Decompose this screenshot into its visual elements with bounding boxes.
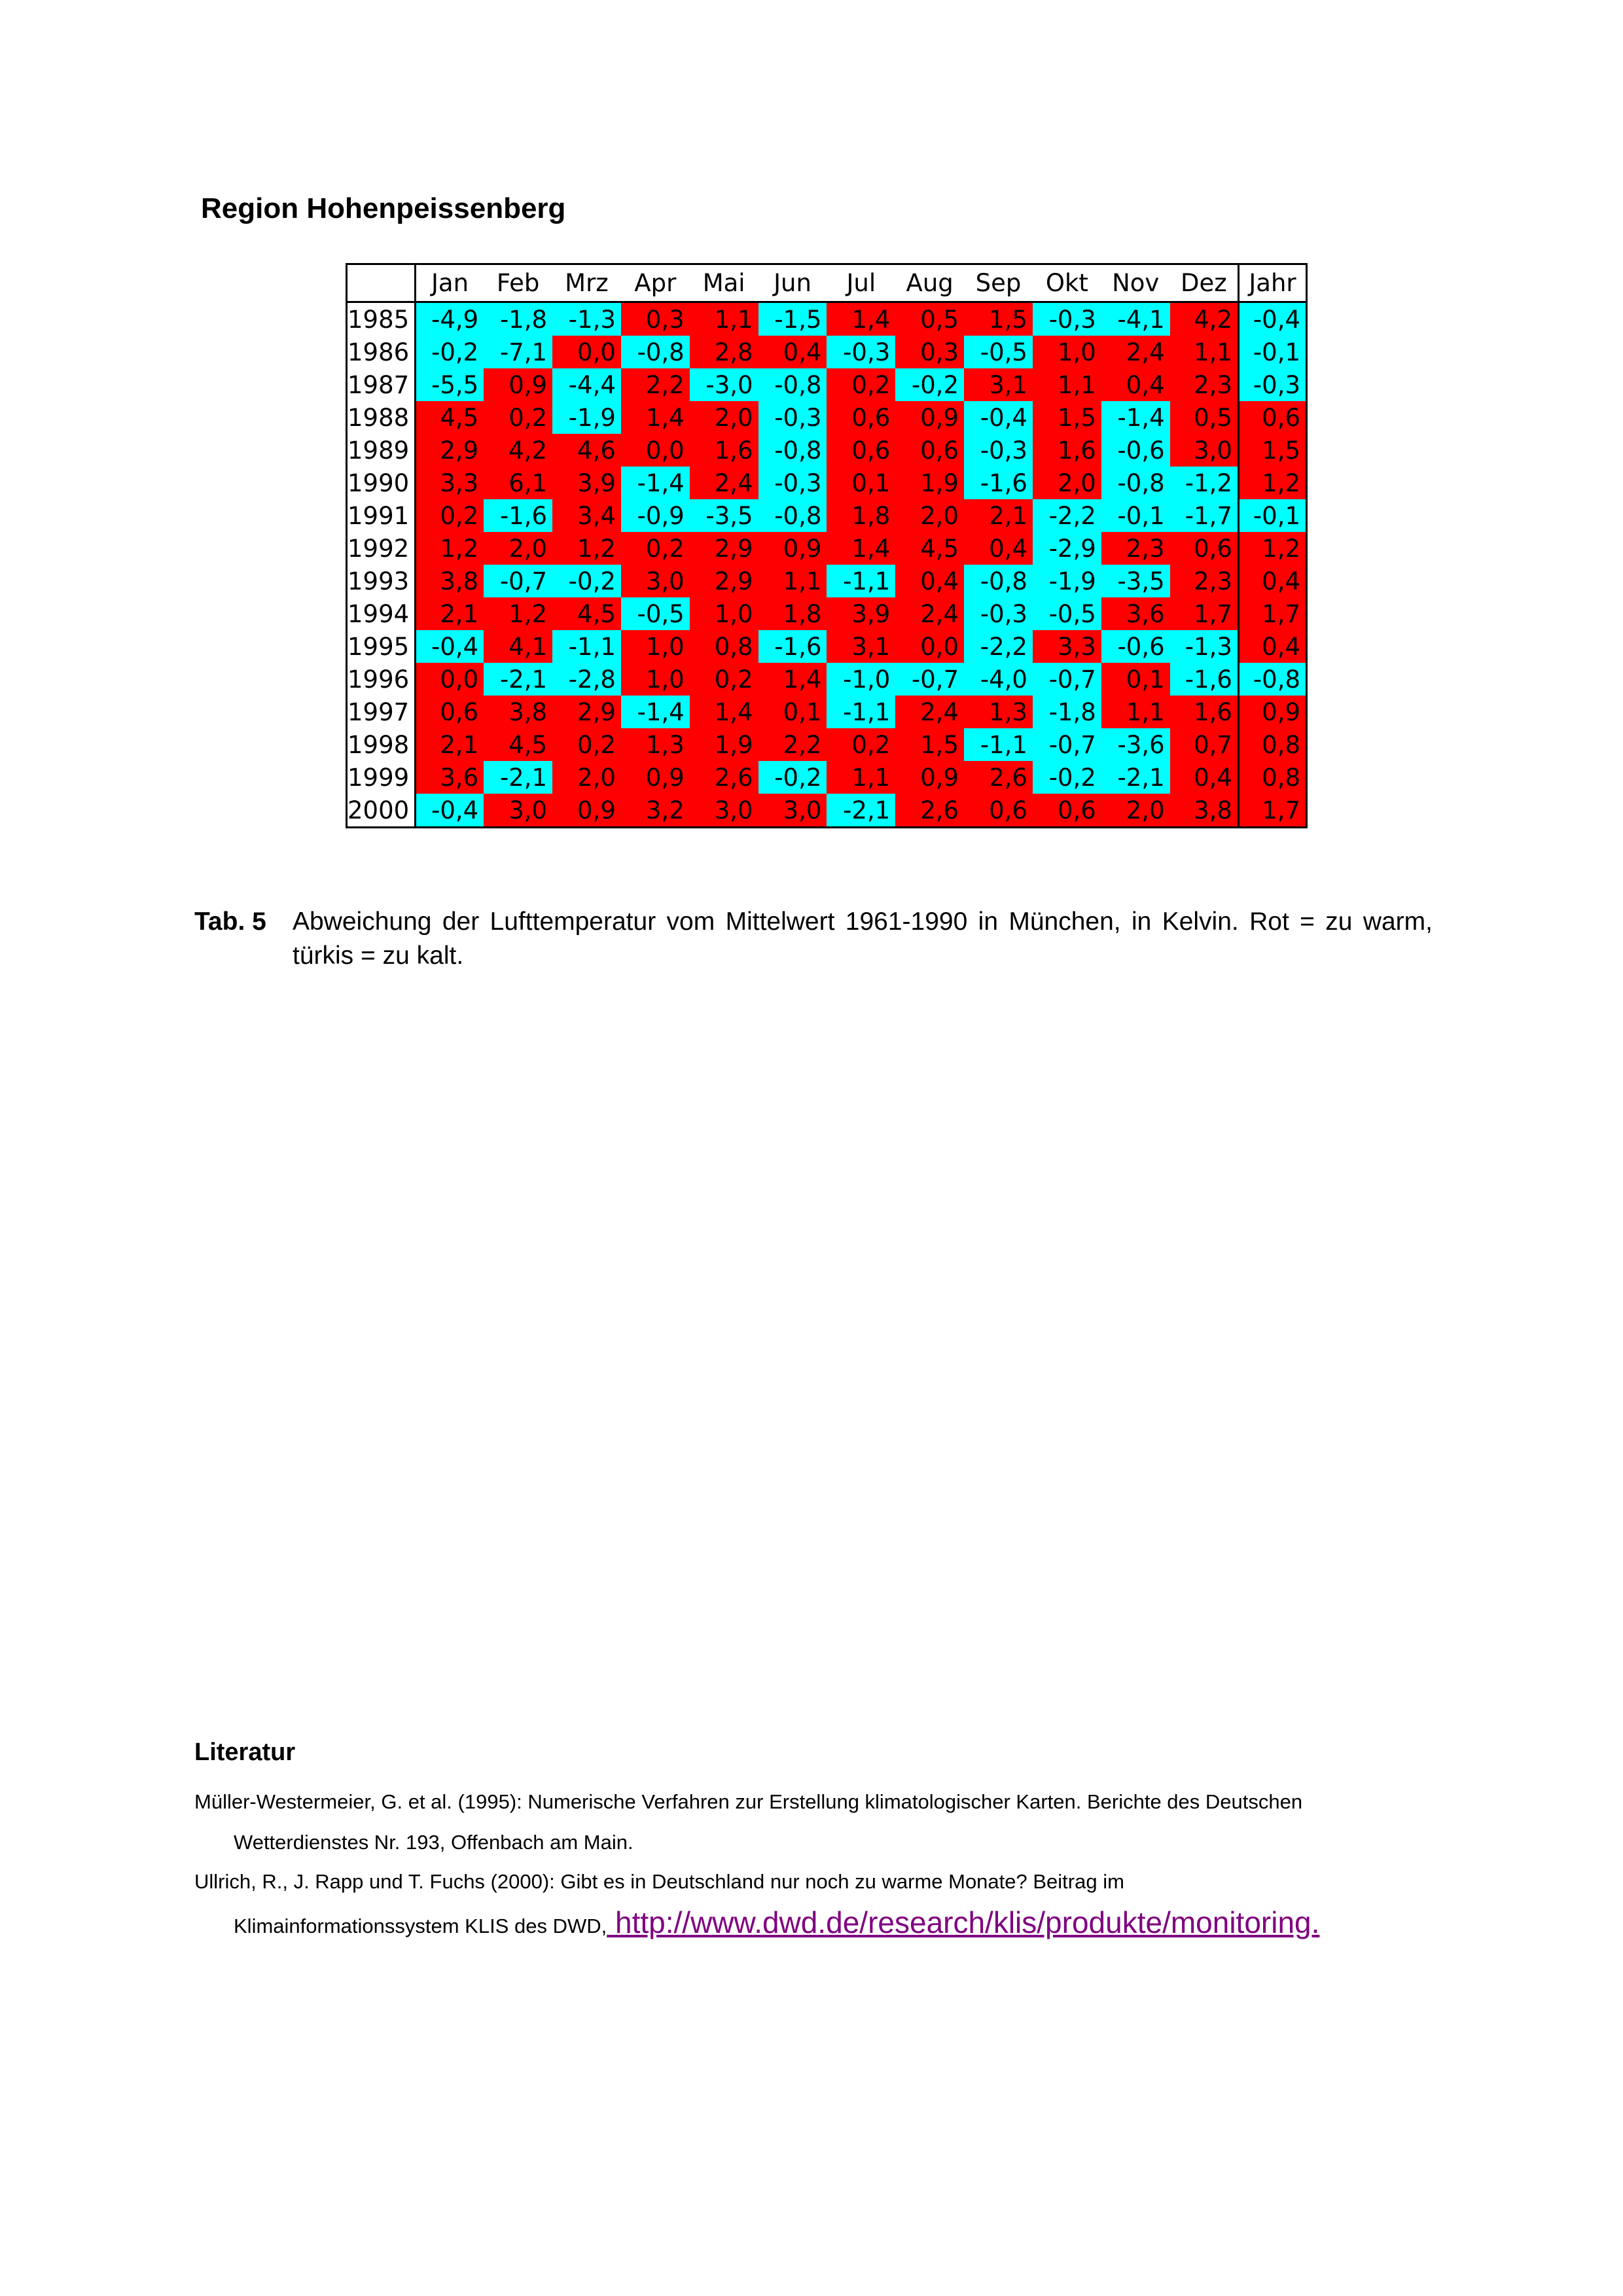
deviation-cell: 3,8 — [415, 565, 484, 597]
year-mean-cell: 0,4 — [1238, 630, 1306, 663]
deviation-cell: -1,8 — [484, 302, 552, 336]
deviation-cell: 0,6 — [827, 401, 895, 434]
deviation-cell: 0,5 — [895, 302, 964, 336]
deviation-cell: 4,1 — [484, 630, 552, 663]
deviation-cell: -0,5 — [1033, 597, 1101, 630]
deviation-cell: 0,5 — [1170, 401, 1239, 434]
deviation-cell: 2,0 — [552, 761, 621, 794]
deviation-cell: 2,2 — [758, 728, 827, 761]
deviation-cell: 3,6 — [415, 761, 484, 794]
deviation-cell: 0,2 — [827, 368, 895, 401]
year-cell: 1998 — [347, 728, 416, 761]
deviation-cell: -0,8 — [621, 336, 690, 368]
deviation-cell: 2,6 — [690, 761, 758, 794]
year-cell: 1992 — [347, 532, 416, 565]
deviation-cell: -0,8 — [758, 434, 827, 467]
deviation-cell: 1,8 — [758, 597, 827, 630]
deviation-cell: 1,2 — [552, 532, 621, 565]
deviation-cell: -3,0 — [690, 368, 758, 401]
reference-link[interactable]: http://www.dwd.de/research/klis/produkte/monitoring. — [607, 1905, 1320, 1939]
year-cell: 1986 — [347, 336, 416, 368]
deviation-cell: 0,0 — [895, 630, 964, 663]
deviation-cell: 2,9 — [690, 532, 758, 565]
year-mean-cell: 0,4 — [1238, 565, 1306, 597]
deviation-cell: 2,6 — [895, 794, 964, 828]
deviation-cell: 1,9 — [895, 467, 964, 499]
year-cell: 1995 — [347, 630, 416, 663]
region-heading: Region Hohenpeissenberg — [201, 192, 566, 224]
deviation-cell: 2,6 — [964, 761, 1033, 794]
deviation-cell: -0,7 — [1033, 728, 1101, 761]
deviation-cell: 1,2 — [484, 597, 552, 630]
deviation-cell: 0,2 — [552, 728, 621, 761]
deviation-cell: 4,2 — [484, 434, 552, 467]
year-cell: 1994 — [347, 597, 416, 630]
deviation-cell: -0,1 — [1101, 499, 1170, 532]
deviation-cell: -0,4 — [415, 794, 484, 828]
deviation-cell: -0,5 — [621, 597, 690, 630]
deviation-cell: -1,9 — [1033, 565, 1101, 597]
deviation-cell: 0,6 — [1170, 532, 1239, 565]
deviation-cell: 4,5 — [552, 597, 621, 630]
column-header: Feb — [484, 264, 552, 302]
deviation-cell: 0,6 — [964, 794, 1033, 828]
column-header: Okt — [1033, 264, 1101, 302]
deviation-cell: 2,1 — [415, 728, 484, 761]
deviation-cell: -5,5 — [415, 368, 484, 401]
deviation-cell: 1,0 — [621, 663, 690, 696]
deviation-cell: 0,4 — [758, 336, 827, 368]
deviation-cell: -0,7 — [895, 663, 964, 696]
deviation-cell: -0,2 — [758, 761, 827, 794]
deviation-cell: 3,2 — [621, 794, 690, 828]
year-mean-cell: 0,8 — [1238, 728, 1306, 761]
deviation-cell: 3,6 — [1101, 597, 1170, 630]
table-row — [347, 565, 1307, 597]
deviation-cell: 1,6 — [1170, 696, 1239, 728]
deviation-cell: 2,0 — [1101, 794, 1170, 828]
deviation-cell: 2,4 — [1101, 336, 1170, 368]
deviation-cell: -0,2 — [895, 368, 964, 401]
deviation-cell: 3,0 — [758, 794, 827, 828]
temperature-deviation-table — [346, 263, 1308, 828]
column-header: Apr — [621, 264, 690, 302]
deviation-cell: 2,9 — [415, 434, 484, 467]
deviation-cell: -0,7 — [1033, 663, 1101, 696]
deviation-cell: -2,2 — [1033, 499, 1101, 532]
deviation-cell: 2,0 — [484, 532, 552, 565]
deviation-cell: 1,5 — [964, 302, 1033, 336]
column-header: Dez — [1170, 264, 1239, 302]
deviation-cell: -2,1 — [484, 663, 552, 696]
year-mean-cell: 1,7 — [1238, 794, 1306, 828]
deviation-cell: -0,4 — [415, 630, 484, 663]
deviation-cell: 0,6 — [415, 696, 484, 728]
deviation-cell: 4,5 — [895, 532, 964, 565]
deviation-cell: 2,3 — [1101, 532, 1170, 565]
deviation-cell: 0,7 — [1170, 728, 1239, 761]
deviation-cell: 0,3 — [895, 336, 964, 368]
year-cell: 1987 — [347, 368, 416, 401]
deviation-cell: 3,8 — [484, 696, 552, 728]
deviation-cell: -1,3 — [552, 302, 621, 336]
year-cell: 1991 — [347, 499, 416, 532]
deviation-cell: 2,1 — [415, 597, 484, 630]
deviation-cell: 3,1 — [964, 368, 1033, 401]
deviation-cell: -2,1 — [484, 761, 552, 794]
deviation-cell: 2,4 — [895, 597, 964, 630]
column-header: Jul — [827, 264, 895, 302]
deviation-cell: 1,9 — [690, 728, 758, 761]
deviation-cell: -0,3 — [827, 336, 895, 368]
deviation-cell: -1,6 — [964, 467, 1033, 499]
deviation-cell: 2,4 — [895, 696, 964, 728]
deviation-cell: 3,0 — [1170, 434, 1239, 467]
deviation-cell: -0,8 — [964, 565, 1033, 597]
deviation-cell: 0,1 — [1101, 663, 1170, 696]
deviation-cell: 0,8 — [690, 630, 758, 663]
column-header: Mrz — [552, 264, 621, 302]
deviation-cell: 2,2 — [621, 368, 690, 401]
deviation-cell: -0,3 — [758, 401, 827, 434]
year-cell: 2000 — [347, 794, 416, 828]
table-corner-cell — [347, 264, 416, 302]
deviation-cell: -0,3 — [964, 597, 1033, 630]
deviation-cell: 0,2 — [621, 532, 690, 565]
table-header-row — [347, 264, 1307, 302]
deviation-cell: 3,1 — [827, 630, 895, 663]
deviation-cell: -3,6 — [1101, 728, 1170, 761]
deviation-cell: 0,3 — [621, 302, 690, 336]
deviation-cell: -0,4 — [964, 401, 1033, 434]
deviation-cell: 1,1 — [1101, 696, 1170, 728]
year-cell: 1988 — [347, 401, 416, 434]
deviation-cell: 0,9 — [895, 401, 964, 434]
deviation-cell: -3,5 — [690, 499, 758, 532]
table-row — [347, 597, 1307, 630]
deviation-cell: 1,0 — [621, 630, 690, 663]
deviation-cell: 0,2 — [484, 401, 552, 434]
deviation-cell: 2,0 — [690, 401, 758, 434]
table-row — [347, 532, 1307, 565]
deviation-cell: -1,1 — [827, 565, 895, 597]
year-mean-cell: 1,2 — [1238, 467, 1306, 499]
deviation-cell: -1,2 — [1170, 467, 1239, 499]
deviation-cell: 1,5 — [1033, 401, 1101, 434]
deviation-cell: 4,5 — [484, 728, 552, 761]
deviation-cell: -4,0 — [964, 663, 1033, 696]
deviation-cell: 0,4 — [1101, 368, 1170, 401]
deviation-cell: 0,9 — [484, 368, 552, 401]
year-cell: 1993 — [347, 565, 416, 597]
deviation-cell: -4,1 — [1101, 302, 1170, 336]
deviation-cell: -0,5 — [964, 336, 1033, 368]
deviation-cell: 1,4 — [621, 401, 690, 434]
deviation-cell: -2,1 — [1101, 761, 1170, 794]
table-row — [347, 728, 1307, 761]
deviation-cell: 1,4 — [827, 532, 895, 565]
deviation-cell: 0,0 — [621, 434, 690, 467]
deviation-cell: -0,3 — [758, 467, 827, 499]
deviation-cell: 4,5 — [415, 401, 484, 434]
deviation-cell: 1,5 — [895, 728, 964, 761]
deviation-cell: 0,0 — [552, 336, 621, 368]
table-row — [347, 499, 1307, 532]
deviation-cell: 0,9 — [895, 761, 964, 794]
reference-item — [194, 1862, 1433, 1947]
table-row — [347, 630, 1307, 663]
deviation-cell: 1,8 — [827, 499, 895, 532]
deviation-cell: 0,4 — [1170, 761, 1239, 794]
reference-line: Müller-Westermeier, G. et al. (1995): Numerische Verfahren zur Erstellung klimatologischer Karten. Berichte des Deutschen — [194, 1790, 1303, 1813]
deviation-cell: -4,9 — [415, 302, 484, 336]
year-mean-cell: 1,2 — [1238, 532, 1306, 565]
deviation-cell: 1,6 — [690, 434, 758, 467]
deviation-cell: -3,5 — [1101, 565, 1170, 597]
deviation-cell: 0,6 — [1033, 794, 1101, 828]
deviation-cell: 1,1 — [690, 302, 758, 336]
deviation-cell: -1,4 — [1101, 401, 1170, 434]
year-mean-cell: 0,9 — [1238, 696, 1306, 728]
table-row — [347, 696, 1307, 728]
column-header: Jan — [415, 264, 484, 302]
year-mean-cell: -0,8 — [1238, 663, 1306, 696]
deviation-cell: -0,2 — [1033, 761, 1101, 794]
year-cell: 1999 — [347, 761, 416, 794]
year-cell: 1985 — [347, 302, 416, 336]
deviation-cell: 2,1 — [964, 499, 1033, 532]
deviation-cell: 0,1 — [758, 696, 827, 728]
deviation-cell: 1,4 — [758, 663, 827, 696]
deviation-cell: 3,9 — [552, 467, 621, 499]
year-mean-cell: -0,3 — [1238, 368, 1306, 401]
deviation-cell: 0,6 — [895, 434, 964, 467]
year-mean-cell: -0,1 — [1238, 336, 1306, 368]
deviation-cell: -0,2 — [552, 565, 621, 597]
table-row — [347, 467, 1307, 499]
deviation-cell: 1,3 — [621, 728, 690, 761]
year-cell: 1989 — [347, 434, 416, 467]
table-row — [347, 368, 1307, 401]
deviation-cell: 1,6 — [1033, 434, 1101, 467]
deviation-cell: -1,6 — [1170, 663, 1239, 696]
caption-label: Tab. 5 — [194, 908, 266, 936]
year-cell: 1996 — [347, 663, 416, 696]
deviation-cell: 0,9 — [552, 794, 621, 828]
deviation-cell: 4,2 — [1170, 302, 1239, 336]
deviation-cell: -1,4 — [621, 696, 690, 728]
deviation-cell: -1,1 — [827, 696, 895, 728]
deviation-cell: -0,7 — [484, 565, 552, 597]
deviation-cell: 3,9 — [827, 597, 895, 630]
deviation-cell: 0,9 — [758, 532, 827, 565]
deviation-cell: 1,1 — [1170, 336, 1239, 368]
year-mean-cell: 0,8 — [1238, 761, 1306, 794]
deviation-cell: -0,6 — [1101, 434, 1170, 467]
deviation-cell: -2,9 — [1033, 532, 1101, 565]
deviation-cell: 3,3 — [1033, 630, 1101, 663]
deviation-cell: 2,8 — [690, 336, 758, 368]
deviation-cell: -1,8 — [1033, 696, 1101, 728]
deviation-cell: 0,4 — [964, 532, 1033, 565]
deviation-cell: 1,4 — [690, 696, 758, 728]
deviation-cell: -1,3 — [1170, 630, 1239, 663]
deviation-cell: 6,1 — [484, 467, 552, 499]
year-mean-cell: 1,7 — [1238, 597, 1306, 630]
deviation-cell: -0,2 — [415, 336, 484, 368]
reference-text: Klimainformationssystem KLIS des DWD, — [234, 1915, 607, 1937]
deviation-cell: 0,0 — [415, 663, 484, 696]
deviation-cell: 0,2 — [415, 499, 484, 532]
deviation-cell: 1,0 — [1033, 336, 1101, 368]
deviation-cell: 0,1 — [827, 467, 895, 499]
deviation-cell: -1,1 — [552, 630, 621, 663]
deviation-cell: 2,3 — [1170, 368, 1239, 401]
deviation-cell: -7,1 — [484, 336, 552, 368]
deviation-cell: -1,1 — [964, 728, 1033, 761]
year-mean-cell: -0,4 — [1238, 302, 1306, 336]
column-header: Jun — [758, 264, 827, 302]
deviation-cell: 2,0 — [1033, 467, 1101, 499]
deviation-cell: -2,8 — [552, 663, 621, 696]
column-header: Mai — [690, 264, 758, 302]
deviation-cell: 0,6 — [827, 434, 895, 467]
deviation-cell: -1,5 — [758, 302, 827, 336]
deviation-cell: 3,4 — [552, 499, 621, 532]
deviation-cell: 1,7 — [1170, 597, 1239, 630]
deviation-cell: -1,7 — [1170, 499, 1239, 532]
deviation-cell: -0,3 — [964, 434, 1033, 467]
deviation-cell: 1,0 — [690, 597, 758, 630]
deviation-cell: -1,6 — [484, 499, 552, 532]
literature-heading: Literatur — [194, 1739, 296, 1766]
deviation-cell: 0,4 — [895, 565, 964, 597]
table-row — [347, 401, 1307, 434]
deviation-cell: 3,8 — [1170, 794, 1239, 828]
deviation-cell: -0,6 — [1101, 630, 1170, 663]
deviation-cell: -1,4 — [621, 467, 690, 499]
deviation-cell: 1,3 — [964, 696, 1033, 728]
column-header: Sep — [964, 264, 1033, 302]
year-mean-cell: 1,5 — [1238, 434, 1306, 467]
deviation-cell: 2,9 — [552, 696, 621, 728]
deviation-cell: -0,3 — [1033, 302, 1101, 336]
deviation-cell: -0,8 — [1101, 467, 1170, 499]
year-cell: 1990 — [347, 467, 416, 499]
year-cell: 1997 — [347, 696, 416, 728]
deviation-cell: 3,0 — [484, 794, 552, 828]
deviation-cell: -1,0 — [827, 663, 895, 696]
reference-line: Wetterdienstes Nr. 193, Offenbach am Main. — [234, 1831, 633, 1854]
deviation-cell: 3,0 — [690, 794, 758, 828]
table-caption — [194, 905, 1433, 973]
deviation-cell: 1,1 — [1033, 368, 1101, 401]
deviation-cell: 0,2 — [690, 663, 758, 696]
deviation-cell: -2,1 — [827, 794, 895, 828]
table-row — [347, 663, 1307, 696]
reference-line-with-link — [194, 1902, 1433, 1947]
reference-line: Ullrich, R., J. Rapp und T. Fuchs (2000): Gibt es in Deutschland nur noch zu warme Monate? Beitrag im — [194, 1870, 1124, 1893]
deviation-cell: -4,4 — [552, 368, 621, 401]
deviation-cell: 1,1 — [758, 565, 827, 597]
table-row — [347, 302, 1307, 336]
deviation-cell: -1,9 — [552, 401, 621, 434]
deviation-cell: -2,2 — [964, 630, 1033, 663]
column-header: Nov — [1101, 264, 1170, 302]
table-row — [347, 761, 1307, 794]
deviation-cell: 3,3 — [415, 467, 484, 499]
deviation-cell: 2,9 — [690, 565, 758, 597]
deviation-cell: 1,4 — [827, 302, 895, 336]
deviation-cell: 0,2 — [827, 728, 895, 761]
table-row — [347, 336, 1307, 368]
deviation-cell: -0,9 — [621, 499, 690, 532]
deviation-cell: -0,8 — [758, 499, 827, 532]
year-mean-cell: 0,6 — [1238, 401, 1306, 434]
deviation-cell: 0,9 — [621, 761, 690, 794]
deviation-cell: 2,3 — [1170, 565, 1239, 597]
reference-item — [194, 1782, 1433, 1863]
deviation-cell: 4,6 — [552, 434, 621, 467]
deviation-cell: 1,2 — [415, 532, 484, 565]
deviation-cell: 3,0 — [621, 565, 690, 597]
deviation-cell: -1,6 — [758, 630, 827, 663]
column-header: Jahr — [1238, 264, 1306, 302]
year-mean-cell: -0,1 — [1238, 499, 1306, 532]
deviation-cell: 2,4 — [690, 467, 758, 499]
deviation-cell: 2,0 — [895, 499, 964, 532]
table-row — [347, 794, 1307, 828]
deviation-cell: -0,8 — [758, 368, 827, 401]
table-row — [347, 434, 1307, 467]
caption-text: Abweichung der Lufttemperatur vom Mittelwert 1961-1990 in München, in Kelvin. Rot = zu warm, türkis = zu kalt. — [293, 908, 1433, 970]
deviation-cell: 1,1 — [827, 761, 895, 794]
column-header: Aug — [895, 264, 964, 302]
